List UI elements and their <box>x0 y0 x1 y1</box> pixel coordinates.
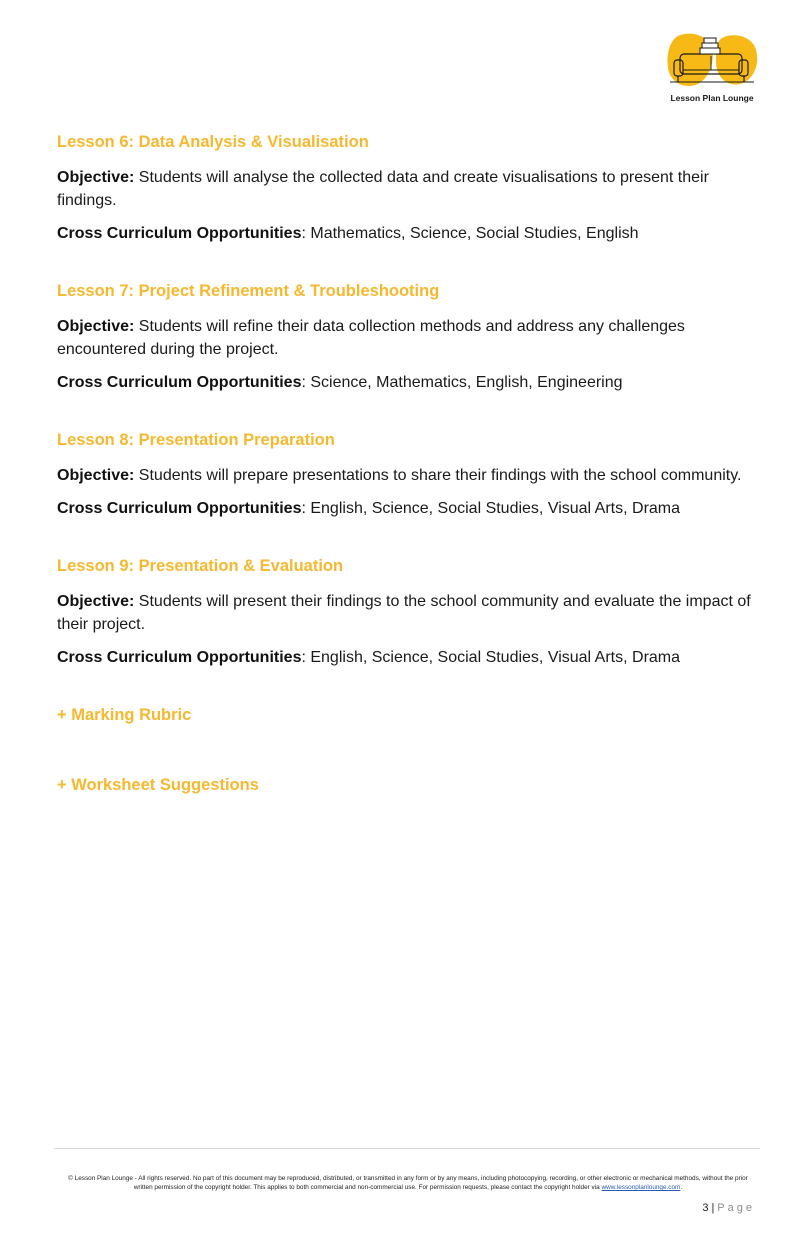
cross-curriculum-text: : English, Science, Social Studies, Visual Arts, Drama <box>301 500 681 517</box>
cross-curriculum-text: : Science, Mathematics, English, Engineering <box>301 374 623 391</box>
objective-text: Students will refine their data collection methods and address any challenges encountered during the project. <box>57 318 685 358</box>
footer-copyright <box>58 1174 758 1192</box>
logo-text: Lesson Plan Lounge <box>670 93 754 103</box>
copyright-notice: © Lesson Plan Lounge - All rights reserved. No part of this document may be reproduced, distributed, or transmitted in any form or by any means, including photocopying, recording, or other electronic or mechanical methods, without the prior written permission of the copyright holder. This applies to both commercial and non-commercial use. For permission requests, please contact the copyright holder via <box>68 1175 748 1191</box>
lesson-objective <box>57 590 757 636</box>
lesson-section-6 <box>57 132 757 245</box>
lesson-title: Lesson 7: Project Refinement & Troubleshooting <box>57 282 440 300</box>
lesson-cross-curriculum <box>57 371 757 394</box>
objective-text: Students will present their findings to the school community and evaluate the impact of their project. <box>57 593 751 633</box>
website-link[interactable]: www.lessonplanlounge.com <box>601 1184 681 1191</box>
page-word: Page <box>717 1202 755 1214</box>
objective-label: Objective: <box>57 467 135 484</box>
sofa-logo-icon <box>664 32 760 92</box>
lesson-section-9 <box>57 556 757 669</box>
objective-text: Students will prepare presentations to share their findings with the school community. <box>134 467 742 484</box>
page-separator: | <box>711 1202 718 1214</box>
cross-curriculum-label: Cross Curriculum Opportunities <box>57 374 302 391</box>
page-number <box>702 1202 755 1214</box>
lesson-title: Lesson 8: Presentation Preparation <box>57 431 335 449</box>
lesson-section-8 <box>57 430 757 520</box>
cross-curriculum-label: Cross Curriculum Opportunities <box>57 225 302 242</box>
cross-curriculum-text: : English, Science, Social Studies, Visual Arts, Drama <box>301 649 681 666</box>
lesson-objective <box>57 315 757 361</box>
cross-curriculum-text: : Mathematics, Science, Social Studies, English <box>301 225 639 242</box>
lesson-title: Lesson 6: Data Analysis & Visualisation <box>57 133 369 151</box>
footer-divider <box>54 1148 760 1149</box>
lesson-title: Lesson 9: Presentation & Evaluation <box>57 557 344 575</box>
cross-curriculum-label: Cross Curriculum Opportunities <box>57 649 302 666</box>
lesson-cross-curriculum <box>57 646 757 669</box>
worksheet-suggestions-heading: + Worksheet Suggestions <box>57 776 259 794</box>
lesson-cross-curriculum <box>57 497 757 520</box>
cross-curriculum-label: Cross Curriculum Opportunities <box>57 500 302 517</box>
lesson-objective <box>57 166 757 212</box>
marking-rubric-heading: + Marking Rubric <box>57 706 192 724</box>
lesson-content <box>57 132 757 845</box>
objective-label: Objective: <box>57 593 135 610</box>
lesson-section-7 <box>57 281 757 394</box>
lesson-objective <box>57 464 757 487</box>
objective-label: Objective: <box>57 169 135 186</box>
objective-text: Students will analyse the collected data and create visualisations to present their findings. <box>57 169 709 209</box>
copyright-period: . <box>680 1184 683 1191</box>
objective-label: Objective: <box>57 318 135 335</box>
lesson-plan-lounge-logo <box>664 32 760 106</box>
page-number-value: 3 <box>702 1202 712 1214</box>
lesson-cross-curriculum <box>57 222 757 245</box>
